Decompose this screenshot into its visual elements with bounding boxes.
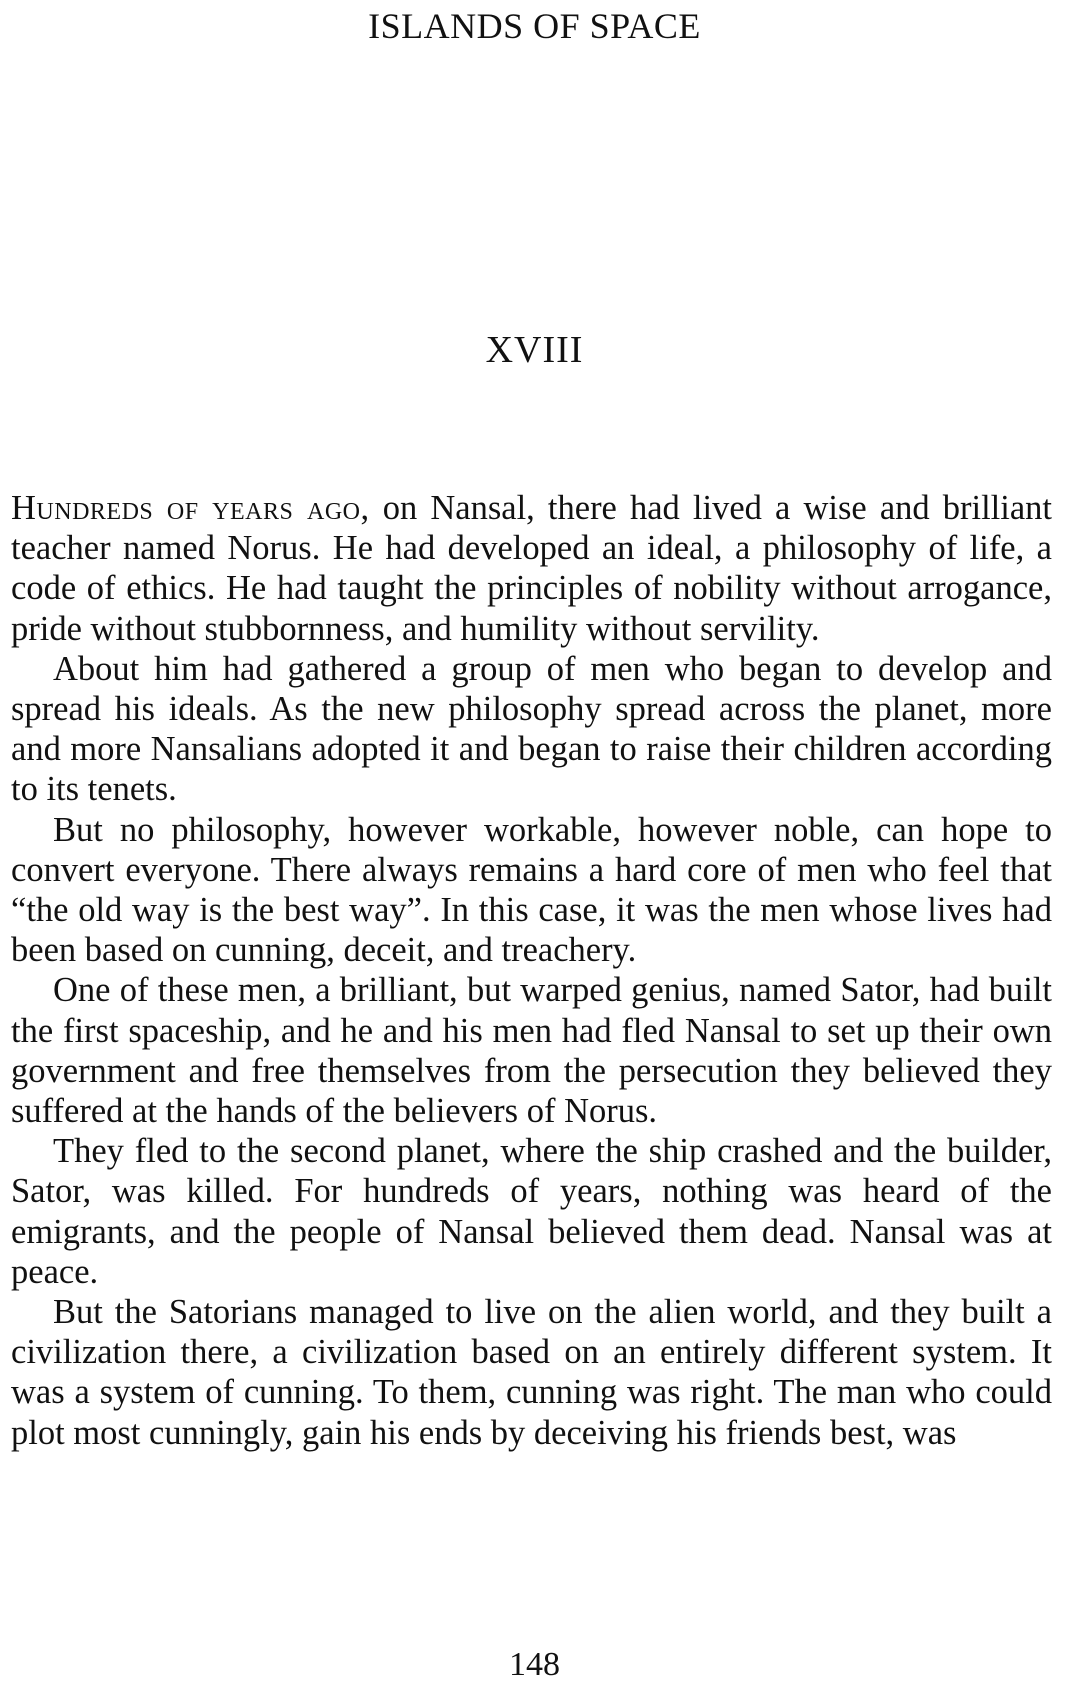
body-text <box>11 488 1052 1453</box>
opening-small-caps: Hundreds of years ago, <box>11 489 370 527</box>
page-number: 148 <box>509 1646 560 1683</box>
paragraph: They fled to the second planet, where the ship crashed and the builder, Sator, was killed. For hundreds of years, nothing was heard of the emigrants, and the people of Nansal believed them dead. Nansal was at peace. <box>11 1132 1052 1291</box>
paragraph: But no philosophy, however workable, however noble, can hope to convert everyone. There always remains a hard core of men who feel that “the old way is the best way”. In this case, it was the men whose lives had been based on cunning, deceit, and treachery. <box>11 810 1052 970</box>
paragraph: One of these men, a brilliant, but warped genius, named Sator, had built the first spaceship, and he and his men had fled Nansal to set up their own government and free themselves from the persecution they believed they suffered at the hands of the believers of Norus. <box>11 971 1052 1131</box>
paragraph <box>11 488 1052 649</box>
paragraph: But the Satorians managed to live on the alien world, and they built a civilization there, a civilization based on an entirely different system. It was a system of cunning. To them, cunning was right. The man who could plot most cunningly, gain his ends by deceiving his friends best, was <box>11 1293 1052 1452</box>
paragraph-text: on Nansal, there had lived a wise and brilliant teacher named Norus. He had developed an ideal, a philosophy of life, a code of ethics. He had taught the principles of nobility without arrogance, pride without stubbornness, and humility without servility. <box>11 489 1053 648</box>
paragraph: About him had gathered a group of men who began to develop and spread his ideals. As the new philosophy spread across the planet, more and more Nansalians adopted it and began to raise their children according to its tenets. <box>11 649 1052 809</box>
chapter-number: XVIII <box>485 329 584 371</box>
running-head: ISLANDS OF SPACE <box>368 6 701 46</box>
